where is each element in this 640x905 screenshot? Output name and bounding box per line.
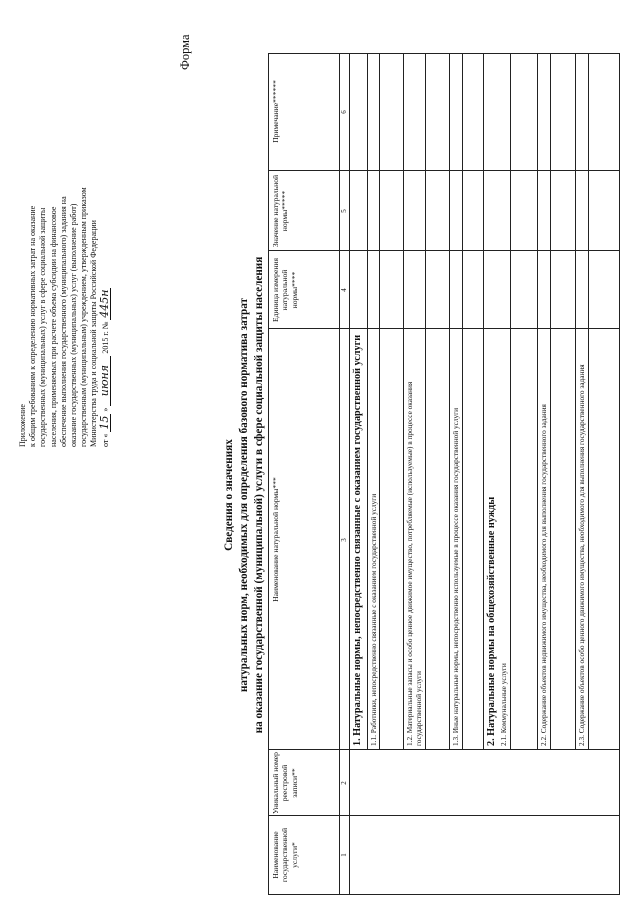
row-divider: [483, 54, 484, 750]
appendix-line: к общим требованиям к определению нормативных затрат на оказание: [28, 205, 38, 447]
document-title: [222, 185, 267, 805]
norm-item-2-2: 2.2. Содержание объектов недвижимого имущества, необходимого для выполнения государственного задания: [539, 404, 548, 746]
appendix-line: государственных (муниципальных) услуг в сфере социальной защиты: [38, 207, 48, 447]
appendix-line: Приложение: [18, 404, 27, 447]
norm-item-1-1: 1.1. Работники, непосредственно связанные с оказанием государственной услуги: [369, 493, 378, 746]
header-registry-number: Уникальный номер реестровой записи**: [271, 752, 299, 814]
appendix-note: [18, 47, 111, 447]
order-date-line: [97, 47, 111, 447]
norm-item-2-3: 2.3. Содержание объектов особо ценного движимого имущества, необходимого для выполнения государственного задания: [577, 364, 586, 746]
appendix-line: государственным (муниципальным) учреждением, утвержденным приказом: [79, 187, 89, 447]
column-number: 3: [340, 538, 348, 542]
row-divider: [462, 54, 463, 750]
header-value: Значение натуральной нормы*****: [271, 174, 290, 248]
column-divider: [269, 328, 619, 329]
norm-item-1-3: 1.3. Иные натуральные нормы, непосредственно используемые в процессе оказания государственной услуги: [451, 407, 460, 746]
row-divider: [425, 54, 426, 750]
row-divider: [550, 54, 551, 750]
column-divider: [269, 749, 619, 750]
date-prefix: от «: [100, 433, 110, 447]
header-unit: Единица измерения натуральной нормы****: [271, 258, 299, 322]
row-divider: [588, 54, 589, 750]
number-row-divider: [349, 54, 350, 894]
form-label: Форма: [178, 34, 192, 70]
header-divider: [339, 54, 340, 894]
order-year: 2015 г. №: [100, 321, 110, 354]
title-line-3: на оказание государственной (муниципальной) услуги в сфере социальной защиты населения: [253, 256, 265, 734]
column-divider: [269, 250, 619, 251]
norm-item-1-2: 1.2. Материальные запасы и особо ценное движимое имущество, потребляемые (используемые) в процессе оказания: [405, 381, 414, 746]
row-divider: [379, 54, 380, 750]
appendix-line: обеспечение выполнения государственного (муниципального) задания на: [58, 196, 68, 447]
column-number: 6: [340, 110, 348, 114]
appendix-line: оказание государственных (муниципальных) услуг (выполнение работ): [69, 203, 79, 447]
header-note: Примечание******: [271, 80, 280, 143]
date-mid: »: [100, 407, 110, 412]
order-number: 445н: [97, 289, 111, 318]
row-divider: [403, 54, 404, 750]
row-divider: [537, 54, 538, 750]
header-service-name: Наименование государственной услуги*: [271, 827, 299, 883]
column-number: 2: [340, 781, 348, 785]
appendix-line: населения, применяемых при расчете объема субсидии на финансовое: [48, 206, 58, 447]
norm-item-2-1: 2.1. Коммунальные услуги: [499, 663, 508, 746]
row-divider: [449, 54, 450, 750]
row-divider: [367, 54, 368, 750]
section-1-heading: 1. Натуральные нормы, непосредственно связанные с оказанием государственной услуги: [352, 334, 363, 746]
title-line-1: Сведения о значениях: [223, 439, 235, 551]
title-line-2: натуральных норм, необходимых для определения базового норматива затрат: [238, 297, 250, 693]
row-divider: [575, 54, 576, 750]
norms-table: [268, 53, 620, 895]
column-number: 1: [340, 853, 348, 857]
column-divider: [269, 170, 619, 171]
header-norm-name: Наименование натуральной нормы***: [271, 477, 280, 602]
section-2-heading: 2. Натуральные нормы на общехозяйственные нужды: [486, 496, 497, 746]
norm-item-1-2-cont: государственной услуги: [414, 671, 423, 746]
order-month: июня: [100, 356, 111, 406]
column-number: 5: [340, 209, 348, 213]
column-number: 4: [340, 288, 348, 292]
column-divider: [269, 815, 619, 816]
appendix-line: Министерства труда и социальной защиты Российской Федерации: [89, 220, 99, 447]
order-day: 15: [97, 415, 111, 430]
row-divider: [510, 54, 511, 750]
